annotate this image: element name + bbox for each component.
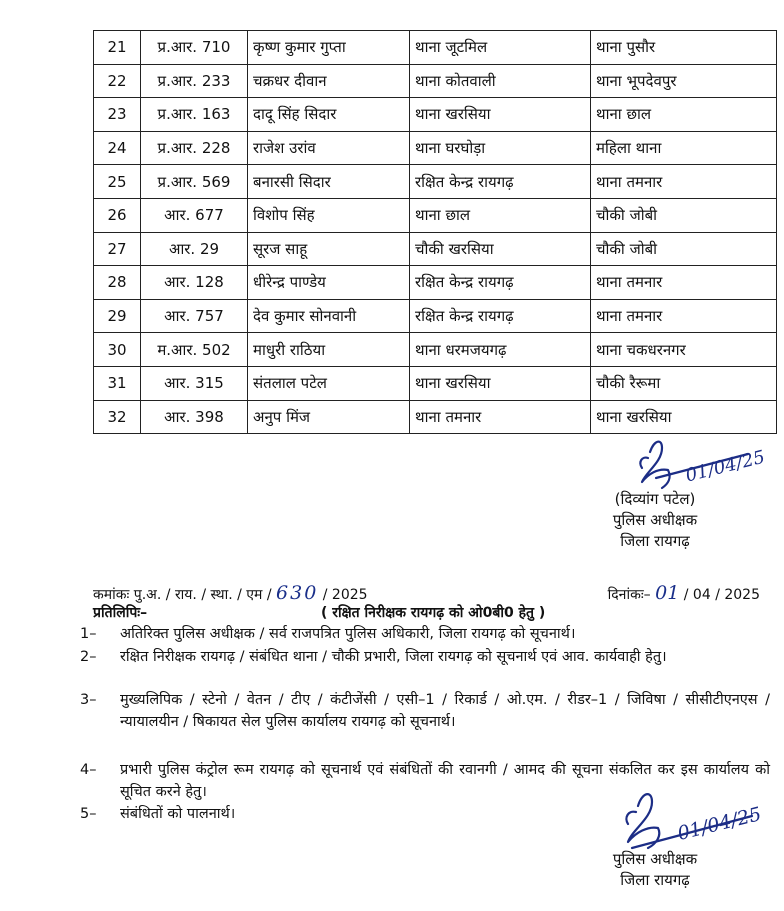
order-date-rest: / 04 / 2025 — [679, 587, 760, 603]
signatory-name: (दिव्यांग पटेल) — [614, 490, 696, 508]
from-station-cell: रक्षित केन्द्र रायगढ़ — [410, 266, 591, 300]
table-row — [94, 165, 777, 199]
serial-number-cell: 31 — [94, 366, 141, 400]
name-cell: संतलाल पटेल — [248, 366, 410, 400]
table-row — [94, 131, 777, 165]
name-cell: विशोप सिंह — [248, 198, 410, 232]
to-station-cell: चौकी रैरूमा — [591, 366, 777, 400]
distribution-item — [80, 647, 770, 669]
rank-cell: प्र.आर. 569 — [141, 165, 248, 199]
rank-cell: आर. 128 — [141, 266, 248, 300]
distribution-number: 1– — [80, 626, 97, 642]
rank-cell: आर. 757 — [141, 299, 248, 333]
rank-cell: आर. 677 — [141, 198, 248, 232]
to-station-cell: थाना तमनार — [591, 165, 777, 199]
serial-number-cell: 23 — [94, 98, 141, 132]
from-station-cell: थाना तमनार — [410, 400, 591, 434]
order-date-day: 01 — [655, 582, 680, 604]
to-station-cell: थाना खरसिया — [591, 400, 777, 434]
distribution-text: संबंधितों को पालनार्थ। — [120, 806, 236, 822]
transfer-table — [93, 30, 777, 434]
name-cell: माधुरी राठिया — [248, 333, 410, 367]
signature-2-block — [570, 849, 740, 891]
serial-number-cell: 28 — [94, 266, 141, 300]
order-number: 630 — [276, 582, 319, 604]
signatory-district: जिला रायगढ़ — [620, 532, 690, 550]
to-station-cell: चौकी जोबी — [591, 198, 777, 232]
table-row — [94, 333, 777, 367]
rank-cell: प्र.आर. 228 — [141, 131, 248, 165]
name-cell: देव कुमार सोनवानी — [248, 299, 410, 333]
copy-purpose: ( रक्षित निरीक्षक रायगढ़ को ओ0बी0 हेतु ) — [321, 605, 546, 621]
serial-number-cell: 24 — [94, 131, 141, 165]
rank-cell: आर. 398 — [141, 400, 248, 434]
distribution-text: मुख्यलिपिक / स्टेनो / वेतन / टीए / कंटीजेंसी / एसी–1 / रिकार्ड / ओ.एम. / रीडर–1 / जिविषा / सीसीटीएनएस / न्यायालयीन / षिकायत सेल पुलिस कार्यालय रायगढ़ को सूचनार्थ। — [120, 692, 770, 730]
table-row — [94, 400, 777, 434]
signature-1-block — [570, 489, 740, 552]
distribution-text: अतिरिक्त पुलिस अधीक्षक / सर्व राजपत्रित पुलिस अधिकारी, जिला रायगढ़ को सूचनार्थ। — [120, 626, 576, 642]
distribution-number: 3– — [80, 692, 97, 708]
distribution-number: 5– — [80, 806, 97, 822]
svg-text:01/04/25: 01/04/25 — [683, 446, 768, 487]
order-number-line — [93, 582, 776, 604]
table-row — [94, 232, 777, 266]
rank-cell: आर. 315 — [141, 366, 248, 400]
from-station-cell: चौकी खरसिया — [410, 232, 591, 266]
table-row — [94, 266, 777, 300]
name-cell: अनुप मिंज — [248, 400, 410, 434]
distribution-text: रक्षित निरीक्षक रायगढ़ / संबंधित थाना / चौकी प्रभारी, जिला रायगढ़ को सूचनार्थ एवं आव. कार्यवाही हेतु। — [120, 649, 667, 665]
name-cell: कृष्ण कुमार गुप्ता — [248, 31, 410, 65]
rank-cell: प्र.आर. 163 — [141, 98, 248, 132]
name-cell: चक्रधर दीवान — [248, 64, 410, 98]
table-row — [94, 299, 777, 333]
from-station-cell: रक्षित केन्द्र रायगढ़ — [410, 299, 591, 333]
serial-number-cell: 32 — [94, 400, 141, 434]
to-station-cell: थाना चकधरनगर — [591, 333, 777, 367]
from-station-cell: रक्षित केन्द्र रायगढ़ — [410, 165, 591, 199]
to-station-cell: थाना भूपदेवपुर — [591, 64, 777, 98]
rank-cell: प्र.आर. 233 — [141, 64, 248, 98]
rank-cell: आर. 29 — [141, 232, 248, 266]
from-station-cell: थाना छाल — [410, 198, 591, 232]
distribution-number: 4– — [80, 762, 97, 778]
name-cell: राजेश उरांव — [248, 131, 410, 165]
order-date — [608, 582, 760, 604]
table-row — [94, 98, 777, 132]
order-year: / 2025 — [322, 587, 368, 603]
serial-number-cell: 29 — [94, 299, 141, 333]
from-station-cell: थाना घरघोड़ा — [410, 131, 591, 165]
order-prefix: कमांकः पु.अ. / राय. / स्था. / एम / — [93, 587, 272, 603]
rank-cell: म.आर. 502 — [141, 333, 248, 367]
name-cell: बनारसी सिदार — [248, 165, 410, 199]
serial-number-cell: 26 — [94, 198, 141, 232]
from-station-cell: थाना खरसिया — [410, 98, 591, 132]
copy-heading — [93, 603, 776, 622]
signatory-designation: पुलिस अधीक्षक — [612, 511, 698, 529]
table-row — [94, 64, 777, 98]
to-station-cell: महिला थाना — [591, 131, 777, 165]
signatory-designation-2: पुलिस अधीक्षक — [612, 850, 698, 868]
to-station-cell: थाना पुसौर — [591, 31, 777, 65]
distribution-item — [80, 690, 770, 733]
rank-cell: प्र.आर. 710 — [141, 31, 248, 65]
serial-number-cell: 21 — [94, 31, 141, 65]
name-cell: धीरेन्द्र पाण्डेय — [248, 266, 410, 300]
table-row — [94, 31, 777, 65]
to-station-cell: चौकी जोबी — [591, 232, 777, 266]
order-date-label: दिनांकः– — [607, 587, 656, 603]
copy-label: प्रतिलिपिः– — [93, 605, 148, 621]
svg-text:01/04/25: 01/04/25 — [675, 803, 764, 846]
table-row — [94, 198, 777, 232]
signatory-district-2: जिला रायगढ़ — [620, 871, 690, 889]
from-station-cell: थाना खरसिया — [410, 366, 591, 400]
name-cell: सूरज साहू — [248, 232, 410, 266]
distribution-item — [80, 624, 770, 646]
to-station-cell: थाना तमनार — [591, 299, 777, 333]
to-station-cell: थाना छाल — [591, 98, 777, 132]
from-station-cell: थाना जूटमिल — [410, 31, 591, 65]
name-cell: दादू सिंह सिदार — [248, 98, 410, 132]
table-row — [94, 366, 777, 400]
serial-number-cell: 30 — [94, 333, 141, 367]
serial-number-cell: 25 — [94, 165, 141, 199]
to-station-cell: थाना तमनार — [591, 266, 777, 300]
from-station-cell: थाना कोतवाली — [410, 64, 591, 98]
transfer-table-body — [94, 31, 777, 434]
serial-number-cell: 27 — [94, 232, 141, 266]
distribution-number: 2– — [80, 649, 97, 665]
serial-number-cell: 22 — [94, 64, 141, 98]
from-station-cell: थाना धरमजयगढ़ — [410, 333, 591, 367]
distribution-text: प्रभारी पुलिस कंट्रोल रूम रायगढ़ को सूचनार्थ एवं संबंधितों की रवानगी / आमद की सूचना संकलित कर इस कार्यालय को सूचित करने हेतु। — [120, 762, 770, 800]
